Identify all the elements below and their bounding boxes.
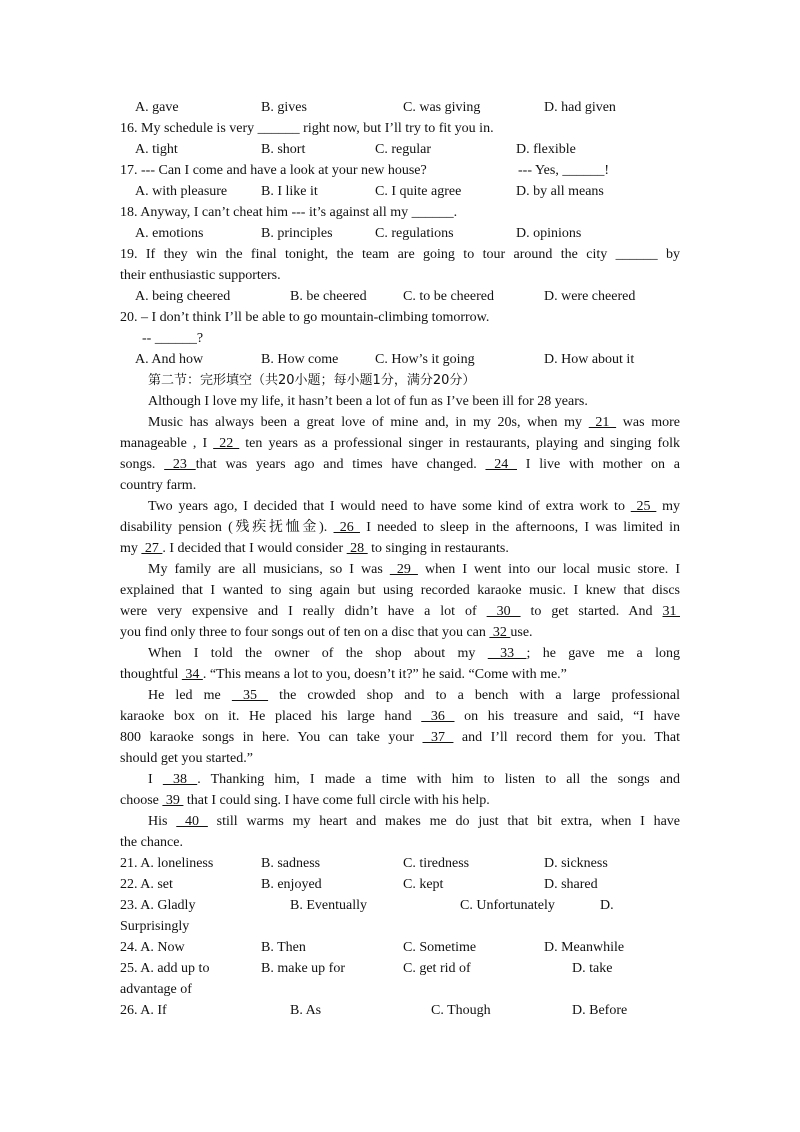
blank-28: 28 — [346, 541, 368, 556]
passage-p6-line4: should get you started.” — [120, 751, 253, 766]
q16-option-a: A. tight — [135, 142, 178, 157]
passage-p7-line1: I 38 . Thanking him, I made a time with him to listen to all the songs and — [148, 772, 680, 787]
passage-p3-line2: disability pension (残疾抚恤金). 26 I needed to sleep in the afternoons, I was limited in — [120, 520, 680, 535]
q24-option-b: B. Then — [261, 940, 306, 955]
passage-p4-line4: you find only three to four songs out of ten on a disc that you can 32 use. — [120, 625, 533, 640]
q19-option-c: C. to be cheered — [403, 289, 494, 304]
q16-text-end: right now, but I’ll try to fit you in. — [299, 121, 494, 136]
blank-38: 38 — [162, 772, 198, 787]
q17-blank: ______ — [562, 163, 605, 178]
q21-option-c: C. tiredness — [403, 856, 470, 871]
q15-option-a: A. gave — [135, 100, 179, 115]
blank-37: 37 — [422, 730, 454, 745]
q26-option-a: 26. A. If — [120, 1003, 167, 1018]
q24-option-c: C. Sometime — [403, 940, 477, 955]
passage-p2-line3: songs. 23 that was years ago and times have changed. 24 I live with mother on a — [120, 457, 681, 472]
q19-text-end: by — [657, 247, 681, 262]
q24-option-a: 24. A. Now — [120, 940, 185, 955]
blank-31: 31 — [662, 604, 680, 619]
blank-29: 29 — [389, 562, 418, 577]
blank-22: 22 — [213, 436, 240, 451]
q18-text-end: . — [453, 205, 458, 220]
q23-option-b: B. Eventually — [290, 898, 367, 913]
q20-text-end: ? — [196, 331, 204, 346]
q20-options — [120, 349, 680, 370]
exam-page — [120, 97, 680, 1021]
blank-33: 33 — [487, 646, 527, 661]
q18-text: 18. Anyway, I can’t cheat him --- it’s against all my — [120, 205, 412, 220]
passage-p3-line1: Two years ago, I decided that I would need to have some kind of extra work to 25 my — [148, 499, 681, 514]
q17-option-d: D. by all means — [516, 184, 604, 199]
q21-option-b: B. sadness — [261, 856, 321, 871]
blank-21: 21 — [588, 415, 617, 430]
blank-26: 26 — [333, 520, 360, 535]
blank-35: 35 — [231, 688, 269, 703]
q23-options — [120, 895, 680, 916]
passage-p8-line1: His 40 still warms my heart and makes me do just that bit extra, when I have — [148, 814, 681, 829]
q15-option-c: C. was giving — [403, 100, 481, 115]
q20-dash: -- — [142, 331, 155, 346]
blank-30: 30 — [486, 604, 521, 619]
q20-stem: 20. – I don’t think I’ll be able to go mountain-climbing tomorrow. — [120, 310, 490, 325]
q21-option-a: 21. A. loneliness — [120, 856, 214, 871]
passage-p4-line3: were very expensive and I really didn’t have a lot of 30 to get started. And 31 — [120, 604, 680, 619]
q25-option-a: 25. A. add up to — [120, 961, 210, 976]
q19-option-a: A. being cheered — [135, 289, 231, 304]
q15-option-b: B. gives — [261, 100, 307, 115]
q25-option-c: C. get rid of — [403, 961, 471, 976]
q18-option-d: D. opinions — [516, 226, 582, 241]
q17-response: --- Yes, — [518, 163, 563, 178]
q25-option-b: B. make up for — [261, 961, 345, 976]
passage-p2-line1: Music has always been a great love of mine and, in my 20s, when my 21 was more — [148, 415, 681, 430]
passage-p3-line3: my 27 . I decided that I would consider 28 to singing in restaurants. — [120, 541, 509, 556]
q16-text: 16. My schedule is very — [120, 121, 258, 136]
section-heading: 第二节：完形填空（共20小题；每小题1分，满分20分） — [148, 373, 476, 388]
q22-option-c: C. kept — [403, 877, 444, 892]
q23-option-d-wrap: Surprisingly — [120, 919, 190, 934]
q17-text: 17. --- Can I come and have a look at your new house? — [120, 163, 427, 178]
q26-options — [120, 1000, 680, 1021]
passage-p5-line2: thoughtful 34 . “This means a lot to you, doesn’t it?” he said. “Come with me.” — [120, 667, 567, 682]
q16-option-c: C. regular — [375, 142, 431, 157]
q19-options — [120, 286, 680, 307]
q20-option-a: A. And how — [135, 352, 204, 367]
blank-32: 32 — [489, 625, 511, 640]
blank-34: 34 — [181, 667, 203, 682]
q24-option-d: D. Meanwhile — [544, 940, 625, 955]
q17-option-c: C. I quite agree — [375, 184, 462, 199]
blank-24: 24 — [485, 457, 517, 472]
q18-option-c: C. regulations — [375, 226, 454, 241]
q18-stem — [120, 202, 680, 223]
passage-p8-line2: the chance. — [120, 835, 183, 850]
blank-36: 36 — [421, 709, 455, 724]
q22-option-d: D. shared — [544, 877, 598, 892]
blank-23: 23 — [164, 457, 196, 472]
passage-p6-line1: He led me 35 the crowded shop and to a bench with a large professional — [148, 688, 681, 703]
passage-p6-line2: karaoke box on it. He placed his large hand 36 on his treasure and said, “I have — [120, 709, 680, 724]
q20-stem-2 — [120, 328, 680, 349]
blank-39: 39 — [162, 793, 184, 808]
q17-stem — [120, 160, 680, 181]
q17-text-end: ! — [604, 163, 610, 178]
q16-option-b: B. short — [261, 142, 306, 157]
q19-blank: ______ — [615, 247, 658, 262]
passage-p4-line2: explained that I wanted to sing again but using recorded karaoke music. I knew that discs — [120, 583, 680, 598]
q22-option-a: 22. A. set — [120, 877, 173, 892]
q23-option-d: D. — [600, 898, 614, 913]
passage-p2-line2: manageable , I 22 ten years as a professional singer in restaurants, playing and singing folk — [120, 436, 680, 451]
passage-p1: Although I love my life, it hasn’t been a lot of fun as I’ve been ill for 28 years. — [148, 394, 588, 409]
q17-option-b: B. I like it — [261, 184, 318, 199]
q24-options — [120, 937, 680, 958]
q23-option-c: C. Unfortunately — [460, 898, 555, 913]
q18-options — [120, 223, 680, 244]
q26-option-c: C. Though — [431, 1003, 491, 1018]
q26-option-d: D. Before — [572, 1003, 628, 1018]
q19-option-d: D. were cheered — [544, 289, 636, 304]
q20-option-d: D. How about it — [544, 352, 635, 367]
q23-option-a: 23. A. Gladly — [120, 898, 196, 913]
passage-p2-line4: country farm. — [120, 478, 197, 493]
q18-option-a: A. emotions — [135, 226, 204, 241]
q20-option-c: C. How’s it going — [375, 352, 475, 367]
q25-option-d-wrap: advantage of — [120, 982, 192, 997]
q25-options — [120, 958, 680, 979]
q16-blank: ______ — [257, 121, 300, 136]
q18-option-b: B. principles — [261, 226, 333, 241]
q18-blank: ______ — [411, 205, 454, 220]
passage-p5-line1: When I told the owner of the shop about my 33 ; he gave me a long — [148, 646, 680, 661]
passage-p6-line3: 800 karaoke songs in here. You can take your 37 and I’ll record them for you. That — [120, 730, 681, 745]
q17-options — [120, 181, 680, 202]
q20-option-b: B. How come — [261, 352, 339, 367]
passage-p7-line2: choose 39 that I could sing. I have come full circle with his help. — [120, 793, 490, 808]
q20-blank: ______ — [154, 331, 197, 346]
q19-text: 19. If they win the final tonight, the team are going to tour around the city — [120, 247, 616, 262]
q25-option-d: D. take — [572, 961, 613, 976]
q21-options — [120, 853, 680, 874]
q15-options — [120, 97, 680, 118]
q16-option-d: D. flexible — [516, 142, 576, 157]
q21-option-d: D. sickness — [544, 856, 608, 871]
blank-25: 25 — [630, 499, 657, 514]
blank-40: 40 — [176, 814, 208, 829]
q22-options — [120, 874, 680, 895]
q16-options — [120, 139, 680, 160]
q16-stem — [120, 118, 680, 139]
q26-option-b: B. As — [290, 1003, 322, 1018]
passage-p4-line1: My family are all musicians, so I was 29 when I went into our local music store. I — [148, 562, 681, 577]
q22-option-b: B. enjoyed — [261, 877, 322, 892]
q19-stem — [120, 244, 680, 265]
blank-27: 27 — [141, 541, 163, 556]
q17-option-a: A. with pleasure — [135, 184, 228, 199]
q19-option-b: B. be cheered — [290, 289, 367, 304]
q19-stem-2: their enthusiastic supporters. — [120, 268, 281, 283]
q15-option-d: D. had given — [544, 100, 616, 115]
